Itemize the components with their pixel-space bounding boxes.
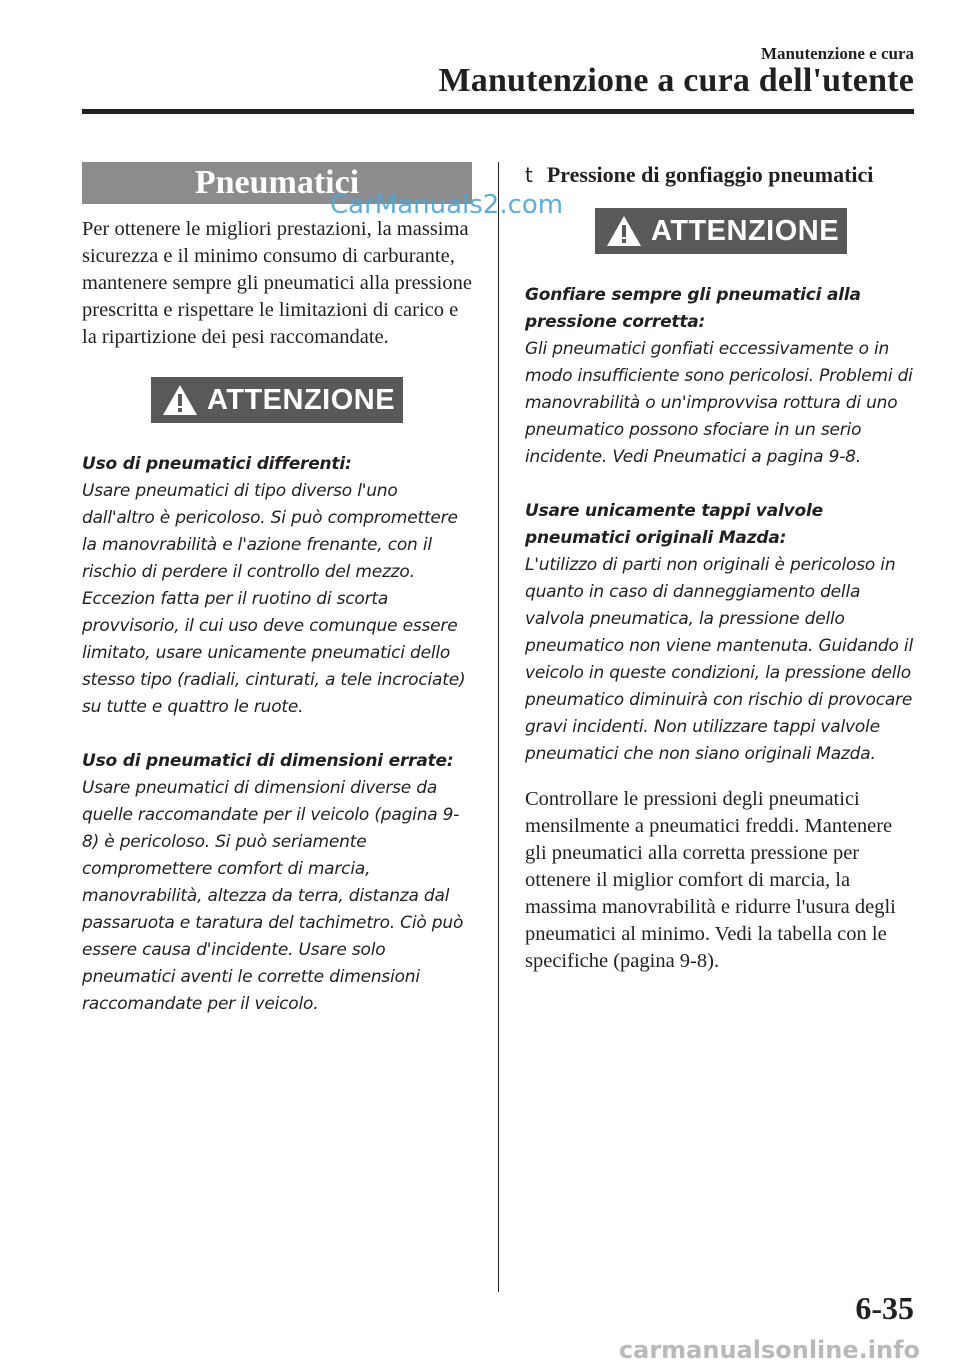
warning-title: Usare unicamente tappi valvole pneumatici originali Mazda: (525, 501, 823, 548)
intro-paragraph: Per ottenere le migliori prestazioni, la massima sicurezza e il minimo consumo di carburante, mantenere sempre gli pneumatici alla pressione prescritta e rispettare le limitazioni di carico e la ripartizione dei pesi raccomandate. (82, 218, 472, 348)
left-column (82, 162, 472, 1018)
running-header-section: Manutenzione e cura (761, 44, 914, 63)
warning-item (525, 282, 917, 471)
warning-triangle-icon (161, 383, 199, 417)
header-rule (82, 109, 914, 114)
warning-item (82, 748, 472, 1018)
column-divider (498, 162, 499, 1292)
warning-item (82, 451, 472, 721)
warning-banner-right (525, 208, 917, 254)
warning-triangle-icon (605, 214, 643, 248)
subsection-title: Pressione di gonfiaggio pneumatici (546, 162, 874, 187)
running-header-chapter: Manutenzione a cura dell'utente (438, 62, 914, 99)
warning-text: Usare pneumatici di dimensioni diverse da quelle raccomandate per il veicolo (pagina 9-8) è pericoloso. Si può seriamente compromettere comfort di marcia, manovrabilità, altezza da terra, distanza dal passaruota e taratura del tachimetro. Ciò può essere causa d'incidente. Usare solo pneumatici aventi le corrette dimensioni raccomandate per il veicolo. (82, 778, 464, 1014)
page-number: 6-35 (855, 1290, 914, 1326)
subsection-heading (525, 162, 917, 188)
warning-title: Gonfiare sempre gli pneumatici alla pressione corretta: (525, 285, 861, 332)
warning-banner-left (82, 377, 472, 423)
bullet-marker: t (525, 163, 533, 187)
warning-text: L'utilizzo di parti non originali è pericoloso in quanto in caso di danneggiamento della valvola pneumatica, la pressione dello pneumatico non viene mantenuta. Guidando il veicolo in queste condizioni, la pressione dello pneumatico diminuirà con rischio di provocare gravi incidenti. Non utilizzare tappi valvole pneumatici che non siano originali Mazda. (525, 555, 913, 764)
right-column (525, 162, 917, 975)
warning-label: ATTENZIONE (650, 214, 840, 247)
warning-item (525, 498, 917, 768)
warning-label: ATTENZIONE (206, 383, 396, 416)
warning-title: Uso di pneumatici differenti: (82, 454, 352, 474)
warning-label-box (151, 377, 403, 423)
watermark-bottom: carmanualsonline.info (618, 1336, 920, 1364)
watermark-top: CarManuals2.com (330, 190, 564, 220)
warning-text: Usare pneumatici di tipo diverso l'uno dall'altro è pericoloso. Si può compromettere la manovrabilità e l'azione frenante, con il rischio di perdere il controllo del mezzo. Eccezion fatta per il ruotino di scorta provvisorio, il cui uso deve comunque essere limitato, usare unicamente pneumatici dello stesso tipo (radiali, cinturati, a tele incrociate) su tutte e quattro le ruote. (82, 481, 466, 717)
warning-label-box (595, 208, 847, 254)
warning-text: Gli pneumatici gonfiati eccessivamente o in modo insufficiente sono pericolosi. Problemi di manovrabilità o un'improvvisa rottura di uno pneumatico possono sfociare in un serio incidente. Vedi Pneumatici a pagina 9-8. (525, 339, 913, 467)
section-title: Pneumatici (82, 162, 472, 204)
warning-title: Uso di pneumatici di dimensioni errate: (82, 751, 454, 771)
body-paragraph: Controllare le pressioni degli pneumatici mensilmente a pneumatici freddi. Mantenere gli pneumatici alla corretta pressione per ottenere il miglior comfort di marcia, la massima manovrabilità e ridurre l'usura degli pneumatici al minimo. Vedi la tabella con le specifiche (pagina 9-8). (525, 788, 896, 972)
